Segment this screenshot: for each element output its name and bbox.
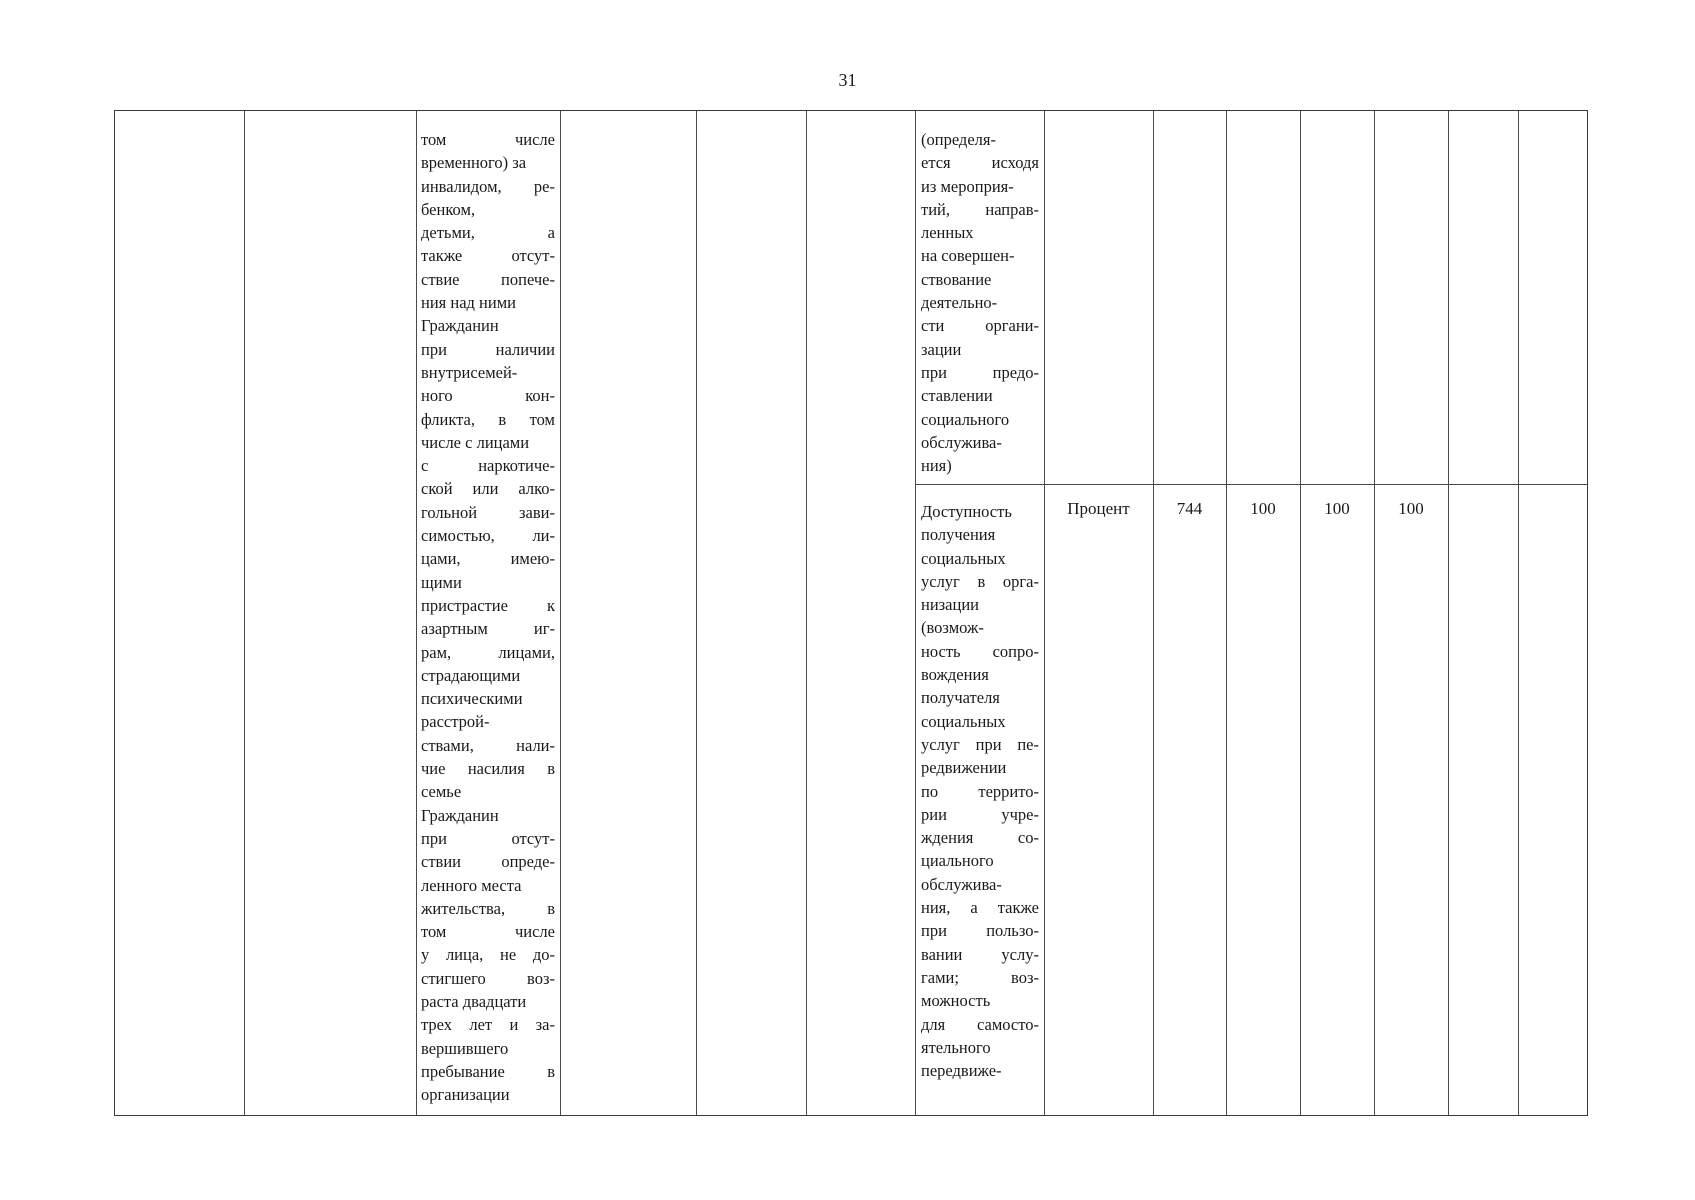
text-line: том числе (421, 130, 555, 149)
text-line: Гражданин (421, 805, 499, 825)
text-line: ствие попече- (421, 269, 555, 289)
text-line: (возмож- (921, 618, 984, 638)
text-line: деятельно- (921, 293, 998, 313)
text-line: чие насилия в (421, 759, 555, 779)
text-line: симостью, ли- (421, 526, 555, 546)
text-line: ждения со- (921, 828, 1039, 848)
column-divider (1300, 111, 1301, 1115)
text-line: при пользо- (921, 921, 1039, 941)
text-line: трех лет и за- (421, 1015, 555, 1035)
text-line: с наркотиче- (421, 456, 555, 476)
text-line: фликта, в том (421, 409, 555, 429)
column-divider (244, 111, 245, 1115)
unit-of-measure-cell: Процент (1067, 499, 1130, 518)
column-divider (1153, 111, 1154, 1115)
text-line: ствами, нали- (421, 735, 555, 755)
column-divider (915, 111, 916, 1115)
text-line: социальных (921, 711, 1006, 731)
text-line: (определя- (921, 130, 996, 149)
value-year1-cell: 100 (1250, 499, 1276, 518)
text-line: циального (921, 851, 994, 871)
text-line: щими (421, 572, 462, 592)
column-divider (1448, 111, 1449, 1115)
indicator-name-cell (921, 500, 1039, 1082)
text-line: услуг при пе- (921, 734, 1039, 754)
text-line: ного кон- (421, 386, 555, 406)
text-line: ется исходя (921, 153, 1039, 173)
column-divider (696, 111, 697, 1115)
text-line: социального (921, 409, 1010, 429)
text-line: при предо- (921, 362, 1039, 382)
text-line: ствование (921, 269, 992, 289)
text-line: цами, имею- (421, 549, 555, 569)
text-line: обслужива- (921, 432, 1002, 452)
text-line: страдающими (421, 665, 521, 685)
text-line: Доступность (921, 502, 1012, 521)
column-divider (416, 111, 417, 1115)
text-line: ятельного (921, 1037, 991, 1057)
text-line: ния, а также (921, 898, 1039, 918)
text-line: азартным иг- (421, 619, 555, 639)
text-line: раста двадцати (421, 991, 527, 1011)
text-line: организации (421, 1085, 510, 1105)
text-line: ния над ними (421, 293, 516, 313)
text-line: гольной зави- (421, 502, 555, 522)
text-line: низации (921, 595, 979, 615)
page-number: 31 (838, 70, 857, 90)
indicator-name-cell-continued (921, 128, 1039, 477)
text-line: также отсут- (421, 246, 555, 266)
text-line: временного) за (421, 153, 527, 173)
text-line: семье (421, 782, 462, 802)
text-line: вании услу- (921, 944, 1039, 964)
value-year2-cell: 100 (1324, 499, 1350, 518)
column-divider (1518, 111, 1519, 1115)
text-line: при отсут- (421, 828, 555, 848)
value-year3-cell: 100 (1398, 499, 1424, 518)
text-line: для самосто- (921, 1014, 1039, 1034)
text-line: вершившего (421, 1038, 509, 1058)
text-line: числе с лицами (421, 432, 530, 452)
text-line: ставлении (921, 386, 993, 406)
text-line: ленных (921, 223, 974, 243)
text-line: детьми, а (421, 223, 555, 243)
recipient-category-cell (421, 128, 555, 1106)
column-divider (560, 111, 561, 1115)
text-line: обслужива- (921, 874, 1002, 894)
row-divider (915, 484, 1587, 485)
text-line: ствии опреде- (421, 852, 555, 872)
text-line: психическими (421, 689, 523, 709)
text-line: ской или алко- (421, 479, 555, 499)
text-line: том числе (421, 922, 555, 942)
text-line: получения (921, 525, 996, 545)
column-divider (1374, 111, 1375, 1115)
text-line: вождения (921, 665, 989, 685)
text-line: у лица, не до- (421, 945, 555, 965)
text-line: ния) (921, 456, 952, 476)
text-line: Гражданин (421, 316, 499, 336)
column-divider (1226, 111, 1227, 1115)
text-line: пребывание в (421, 1061, 555, 1081)
text-line: получателя (921, 688, 1000, 708)
text-line: инвалидом, ре- (421, 176, 555, 196)
text-line: бенком, (421, 199, 476, 219)
text-line: тий, направ- (921, 199, 1039, 219)
text-line: ленного места (421, 875, 522, 895)
text-line: по террито- (921, 781, 1039, 801)
text-line: внутрисемей- (421, 362, 518, 382)
text-line: гами; воз- (921, 967, 1039, 987)
services-table (114, 110, 1588, 1116)
text-line: жительства, в (421, 898, 555, 918)
okei-code-cell: 744 (1176, 499, 1203, 518)
text-line: сти органи- (921, 316, 1039, 336)
text-line: пристрастие к (421, 595, 555, 615)
text-line: стигшего воз- (421, 968, 555, 988)
text-line: рам, лицами, (421, 642, 555, 662)
text-line: на совершен- (921, 246, 1015, 266)
text-line: можность (921, 991, 991, 1011)
text-line: передвиже- (921, 1061, 1002, 1081)
text-line: зации (921, 339, 962, 359)
text-line: расстрой- (421, 712, 490, 732)
text-line: при наличии (421, 339, 555, 359)
column-divider (1044, 111, 1045, 1115)
text-line: социальных (921, 548, 1006, 568)
text-line: рии учре- (921, 804, 1039, 824)
text-line: редвижении (921, 758, 1007, 778)
text-line: из мероприя- (921, 176, 1014, 196)
text-line: услуг в орга- (921, 571, 1039, 591)
column-divider (806, 111, 807, 1115)
text-line: ность сопро- (921, 641, 1039, 661)
